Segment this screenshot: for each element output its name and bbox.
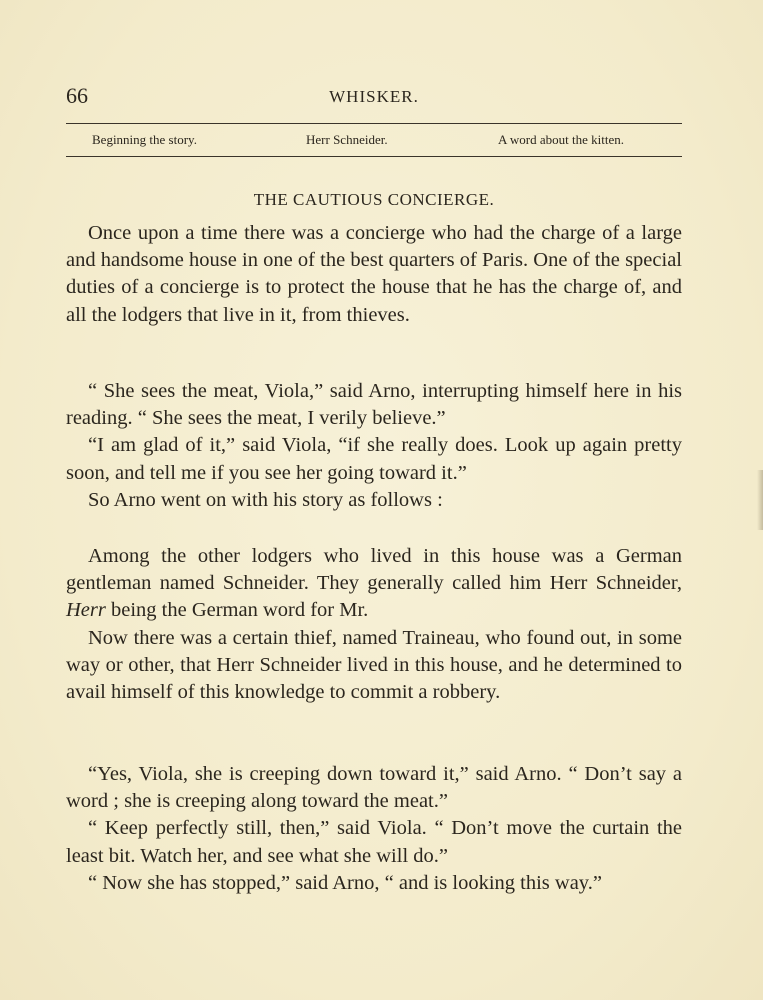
paragraph: Once upon a time there was a concierge who had the charge of a large and handsome house in one of the best quarters of Paris. One of the special duties of a concierge is to protect the house that he has the charge of, and all the lodgers that live in it, from thieves. bbox=[66, 222, 682, 326]
topic-rule-top bbox=[66, 123, 682, 124]
paragraph: So Arno went on with his story as follows : bbox=[88, 488, 443, 511]
paragraph-text: being the German word for Mr. bbox=[110, 599, 369, 622]
paragraph: “ Now she has stopped,” said Arno, “ and is looking this way.” bbox=[88, 871, 602, 894]
text-block bbox=[66, 220, 682, 329]
italic-word: Herr bbox=[66, 599, 106, 622]
paragraph: “ Keep perfectly still, then,” said Viola. “ Don’t move the curtain the least bit. Watch her, and see what she will do.” bbox=[66, 817, 682, 867]
paragraph: “Yes, Viola, she is creeping down toward it,” said Arno. “ Don’t say a word ; she is creeping along toward the meat.” bbox=[66, 763, 682, 813]
paragraph-text: Among the other lodgers who lived in this house was a German gentleman named Schneider. They generally called him Herr Schneider, bbox=[66, 545, 682, 595]
paragraph bbox=[66, 543, 682, 625]
book-title: WHISKER. bbox=[329, 87, 419, 106]
topic-beginning: Beginning the story. bbox=[92, 132, 197, 147]
page-edge-shadow bbox=[757, 470, 763, 530]
topic-strip bbox=[66, 130, 682, 150]
running-head bbox=[66, 84, 682, 108]
paragraph: Now there was a certain thief, named Traineau, who found out, in some way or other, that Herr Schneider lived in this house, and he determined to avail himself of this knowledge to commit a robbery. bbox=[66, 626, 682, 704]
text-block bbox=[66, 378, 682, 514]
topic-herr-schneider: Herr Schneider. bbox=[306, 132, 388, 147]
topic-kitten: A word about the kitten. bbox=[498, 132, 625, 147]
text-block bbox=[66, 761, 682, 897]
topic-rule-bottom bbox=[66, 156, 682, 157]
page-number: 66 bbox=[66, 83, 88, 108]
paragraph: “ She sees the meat, Viola,” said Arno, interrupting himself here in his reading. “ She sees the meat, I verily believe.” bbox=[66, 380, 682, 430]
section-title: THE CAUTIOUS CONCIERGE. bbox=[253, 190, 495, 209]
paragraph: “I am glad of it,” said Viola, “if she really does. Look up again pretty soon, and tell me if you see her going toward it.” bbox=[66, 434, 682, 484]
text-block bbox=[66, 543, 682, 706]
